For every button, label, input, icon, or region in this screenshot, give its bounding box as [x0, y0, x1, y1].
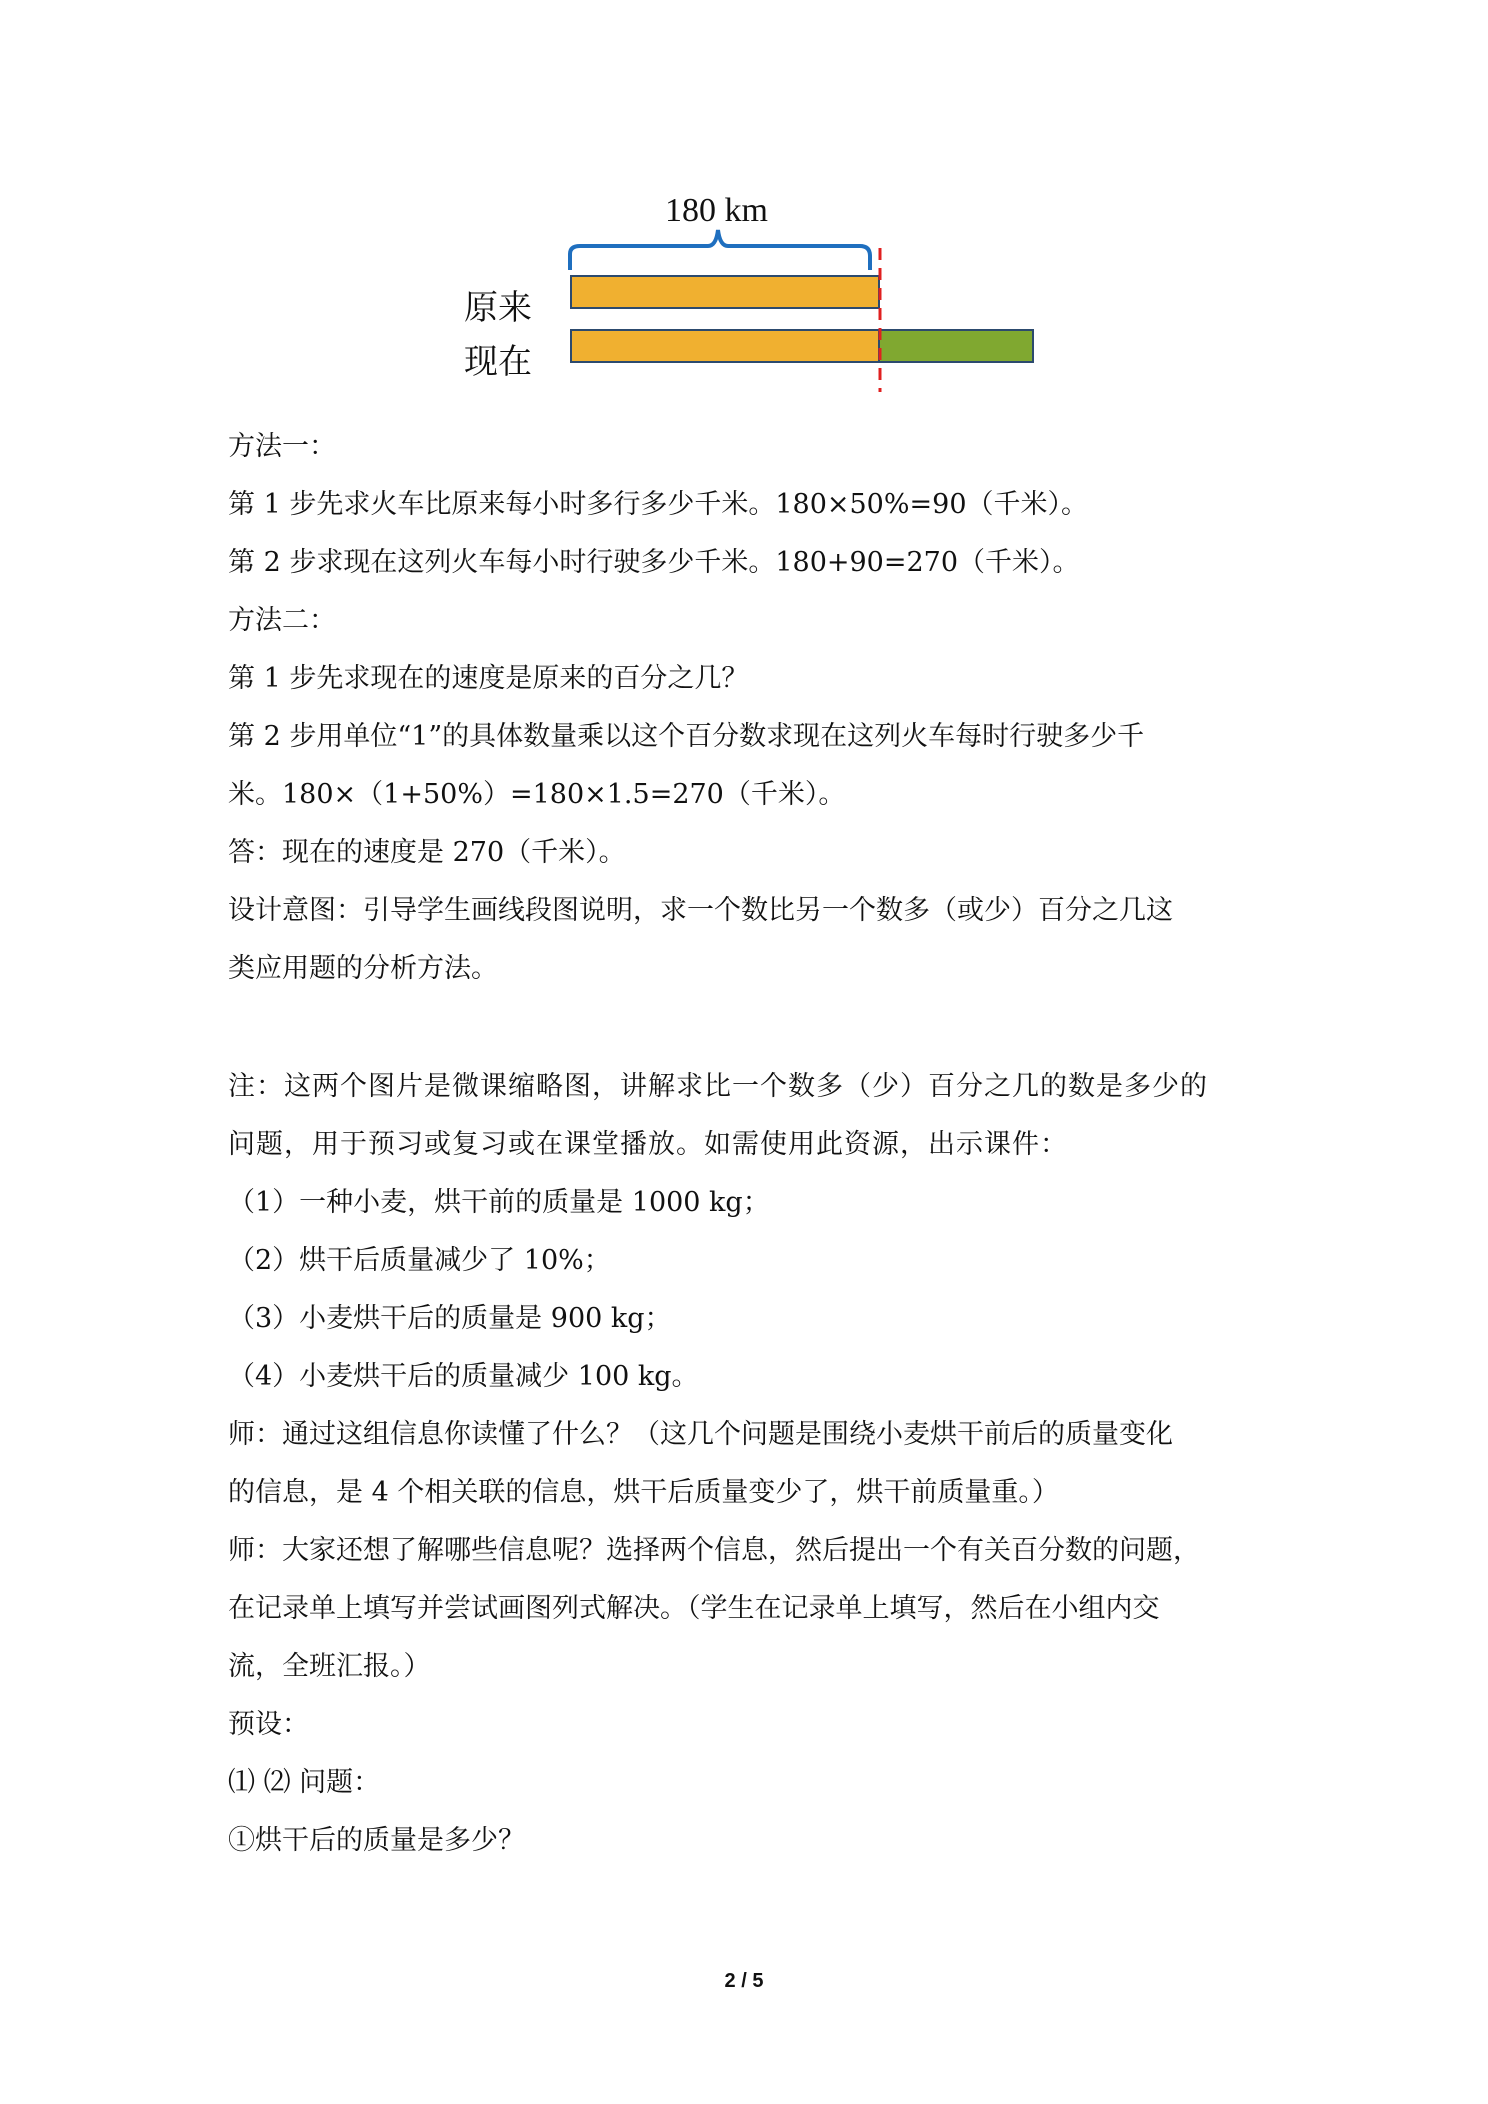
note-line: 问题，用于预习或复习或在课堂播放。如需使用此资源，出示课件：	[228, 1129, 1068, 1160]
text-line: 第 2 步求现在这列火车每小时行驶多少千米。180+90=270（千米）。	[228, 547, 1080, 578]
text-line: 第 1 步先求现在的速度是原来的百分之几？	[228, 663, 749, 694]
method-two-heading: 方法二：	[228, 605, 336, 636]
text-line: 在记录单上填写并尝试画图列式解决。（学生在记录单上填写，然后在小组内交	[228, 1593, 1160, 1624]
spacer	[228, 998, 1268, 1058]
text-line: 流，全班汇报。）	[228, 1651, 431, 1682]
text-line: 第 1 步先求火车比原来每小时多行多少千米。180×50%=90（千米）。	[228, 489, 1088, 520]
page-number: 2 / 5	[724, 1970, 764, 1992]
document-body	[228, 418, 1268, 1870]
text-line: 的信息，是 4 个相关联的信息，烘干后质量变少了，烘干前质量重。）	[228, 1477, 1059, 1508]
text-line: ①烘干后的质量是多少？	[228, 1825, 525, 1856]
distance-label: 180 km	[665, 192, 768, 229]
original-bar	[571, 276, 879, 308]
current-bar-base	[571, 330, 879, 362]
note-line: 注：这两个图片是微课缩略图，讲解求比一个数多（少）百分之几的数是多少的	[228, 1071, 1208, 1102]
current-label: 现在	[464, 342, 532, 382]
list-item: （1）一种小麦，烘干前的质量是 1000 kg；	[228, 1187, 770, 1218]
text-line: 师：大家还想了解哪些信息呢？选择两个信息，然后提出一个有关百分数的问题，	[228, 1535, 1200, 1566]
line-segment-diagram	[440, 190, 1060, 410]
current-bar-extra	[879, 330, 1033, 362]
text-line: ⑴ ⑵ 问题：	[228, 1767, 381, 1798]
list-item: （2）烘干后质量减少了 10%；	[228, 1245, 611, 1276]
text-line: 第 2 步用单位“1”的具体数量乘以这个百分数求现在这列火车每时行驶多少千	[228, 721, 1145, 752]
brace-icon	[570, 230, 870, 270]
text-line: 预设：	[228, 1709, 309, 1740]
answer-line: 答：现在的速度是 270（千米）。	[228, 837, 626, 868]
text-line: 师：通过这组信息你读懂了什么？（这几个问题是围绕小麦烘干前后的质量变化	[228, 1419, 1173, 1450]
original-label: 原来	[464, 288, 532, 328]
text-line: 类应用题的分析方法。	[228, 953, 498, 984]
list-item: （3）小麦烘干后的质量是 900 kg；	[228, 1303, 672, 1334]
design-intent-line: 设计意图：引导学生画线段图说明，求一个数比另一个数多（或少）百分之几这	[228, 895, 1173, 926]
method-one-heading: 方法一：	[228, 431, 336, 462]
list-item: （4）小麦烘干后的质量减少 100 kg。	[228, 1361, 699, 1392]
text-line: 米。180×（1+50%）=180×1.5=270（千米）。	[228, 779, 846, 810]
